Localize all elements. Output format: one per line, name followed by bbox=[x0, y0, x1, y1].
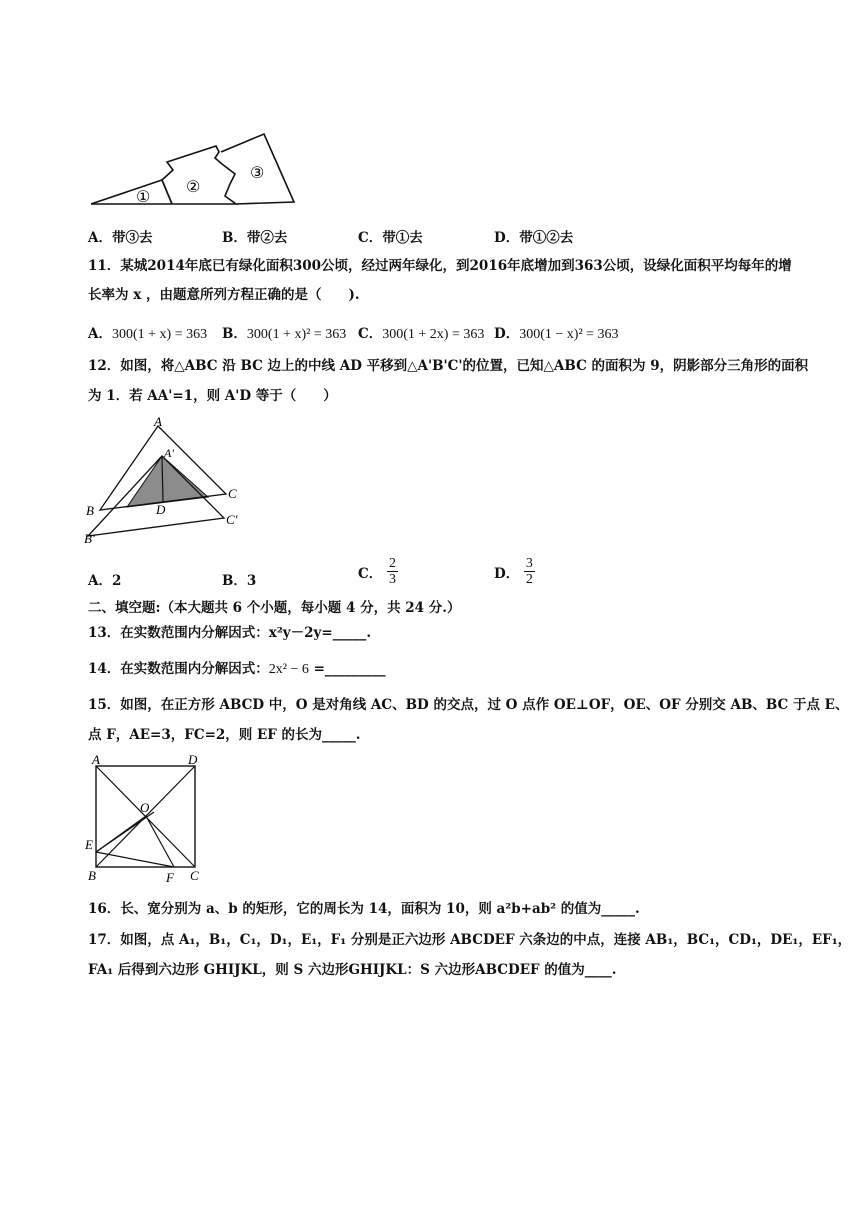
q15-label-c: C bbox=[190, 868, 199, 883]
q15-stem-line1: 15．如图，在正方形 ABCD 中，O 是对角线 AC、BD 的交点，过 O 点作 OE⊥OF，OE、OF 分别交 AB、BC 于点 E、 bbox=[88, 697, 849, 713]
q10-option-d: D．带①②去 bbox=[494, 230, 574, 246]
q12-option-b: B．3 bbox=[222, 573, 257, 589]
q15-figure bbox=[84, 752, 209, 886]
q10-option-b: B．带②去 bbox=[222, 230, 288, 246]
q14-stem: 14．在实数范围内分解因式：2x² − 6 =_________ bbox=[88, 661, 386, 677]
q11-stem-line2: 长率为 x ，由题意所列方程正确的是（ ). bbox=[88, 287, 360, 303]
q15-segment-ec bbox=[96, 812, 154, 852]
q12-option-d: D． $\frac{3}{2}$ bbox=[494, 556, 533, 588]
q15-label-d: D bbox=[188, 752, 198, 767]
q15-label-o: O bbox=[140, 800, 150, 815]
q12-label-b: B bbox=[86, 503, 94, 518]
q12-option-c: C． $\frac{2}{3}$ bbox=[358, 556, 396, 588]
q12-label-a1: A' bbox=[164, 446, 174, 460]
q12-label-a: A bbox=[154, 414, 162, 429]
q12-option-a: A．2 bbox=[88, 573, 122, 589]
q10-option-a: A．带③去 bbox=[88, 230, 153, 246]
q12-label-c1: C' bbox=[226, 512, 238, 527]
q15-label-a: A bbox=[92, 752, 100, 767]
q12-stem-line1: 12．如图，将△ABC 沿 BC 边上的中线 AD 平移到△A'B'C'的位置，已知△ABC 的面积为 9，阴影部分三角形的面积 bbox=[88, 358, 809, 374]
q11-stem-line1: 11．某城2014年底已有绿化面积300公顷，经过两年绿化，到2016年底增加到363公顷，设绿化面积平均每年的增 bbox=[88, 258, 792, 274]
q10-piece-3: ③ bbox=[250, 165, 265, 182]
q11-option-a: A．300(1 + x) = 363 bbox=[88, 326, 208, 342]
q16-stem: 16．长、宽分别为 a、b 的矩形，它的周长为 14，面积为 10，则 a²b+ab² 的值为_____. bbox=[88, 901, 640, 917]
q11-option-c: C．300(1 + 2x) = 363 bbox=[358, 326, 485, 342]
q10-figure bbox=[88, 128, 303, 208]
q12-label-d: D bbox=[156, 502, 166, 517]
q10-piece-2: ② bbox=[186, 179, 201, 196]
q12-option-d-fraction: $\frac{3}{2}$ bbox=[525, 556, 533, 588]
q17-stem-line1: 17．如图，点 A₁，B₁，C₁，D₁，E₁，F₁ 分别是正六边形 ABCDEF 六条边的中点，连接 AB₁，BC₁，CD₁，DE₁，EF₁， bbox=[88, 932, 852, 948]
q15-stem-line2: 点 F，AE=3，FC=2，则 EF 的长为_____. bbox=[88, 727, 361, 743]
q12-label-b1: B' bbox=[84, 531, 95, 546]
q11-option-d: D．300(1 − x)² = 363 bbox=[494, 326, 619, 342]
q12-figure bbox=[84, 414, 249, 552]
q15-label-b: B bbox=[88, 868, 96, 883]
q15-label-e: E bbox=[85, 837, 93, 852]
q10-piece-1: ① bbox=[136, 189, 151, 206]
q12-option-c-fraction: $\frac{2}{3}$ bbox=[388, 556, 396, 588]
q17-stem-line2: FA₁ 后得到六边形 GHIJKL，则 S 六边形GHIJKL：S 六边形ABCDEF 的值为____. bbox=[88, 962, 617, 978]
q10-option-c: C．带①去 bbox=[358, 230, 423, 246]
q15-label-f: F bbox=[166, 870, 174, 885]
section-2-heading: 二、填空题:（本大题共 6 个小题，每小题 4 分，共 24 分.） bbox=[88, 600, 461, 616]
q13-stem: 13．在实数范围内分解因式：x²y－2y=_____. bbox=[88, 625, 372, 641]
q11-option-b: B．300(1 + x)² = 363 bbox=[222, 326, 347, 342]
q15-segment-ef bbox=[96, 852, 174, 867]
q12-stem-line2: 为 1．若 AA'=1，则 A'D 等于（ ） bbox=[88, 388, 337, 404]
q12-label-c: C bbox=[228, 486, 237, 501]
